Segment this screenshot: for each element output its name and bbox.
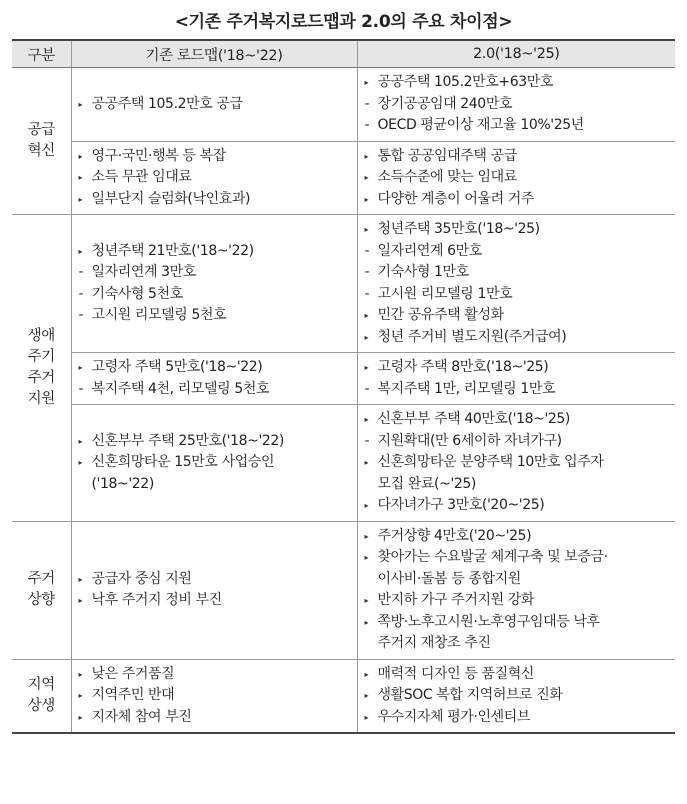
list-item: [79, 262, 353, 284]
item-text: 낮은 주거품질: [91, 665, 175, 682]
bullet-marker: ▸: [78, 246, 83, 256]
list-item: [79, 284, 353, 306]
bullet-marker: ▸: [78, 363, 83, 372]
category-cell: [12, 521, 71, 659]
list-item: [365, 167, 672, 189]
list-item: [365, 379, 672, 401]
item-text: 공공주택 105.2만호 공급: [91, 95, 243, 112]
roadmap-2-0-cell: [357, 405, 675, 522]
item-text: 찾아가는 수요발굴 체계구축 및 보증금·: [377, 549, 608, 565]
header-roadmap-2-0: 2.0('18~'25): [357, 40, 675, 68]
item-text: 고시원 리모델링 5천호: [91, 307, 227, 323]
bullet-marker: ▸: [78, 596, 83, 605]
category-cell: [12, 68, 71, 215]
item-text: 통합 공공임대주택 공급: [377, 147, 517, 164]
dash-marker: -: [364, 380, 370, 397]
table-row: [12, 353, 675, 405]
item-text: 반지하 가구 주거지원 강화: [377, 592, 535, 608]
bullet-marker: ▸: [364, 363, 369, 372]
item-text: 지자체 참여 부진: [91, 708, 192, 725]
bullet-marker: ▸: [364, 311, 369, 320]
category-label: 주기: [27, 348, 55, 365]
old-roadmap-cell: [71, 215, 357, 353]
bullet-marker: ▸: [364, 531, 369, 541]
item-text: 생활SOC 복합 지역허브로 진화: [377, 687, 563, 703]
item-text: 소득 무관 임대료: [91, 169, 192, 185]
roadmap-2-0-cell: [357, 215, 675, 353]
table-row: [12, 68, 675, 142]
dash-marker: -: [78, 307, 84, 323]
list-item: [79, 685, 353, 707]
list-item: [365, 633, 672, 655]
item-text: 신혼희망타운 분양주택 10만호 입주자: [377, 454, 604, 470]
list-item: [365, 357, 672, 379]
bullet-marker: ▸: [364, 332, 369, 342]
old-roadmap-cell: [71, 659, 357, 733]
list-item: [79, 379, 353, 401]
list-item: [79, 94, 353, 116]
bullet-marker: ▸: [78, 173, 83, 182]
dash-marker: -: [364, 117, 370, 133]
bullet-marker: ▸: [364, 78, 369, 87]
item-text: 기숙사형 1만호: [377, 264, 469, 280]
list-item: [79, 189, 353, 211]
bullet-marker: ▸: [78, 458, 83, 467]
bullet-marker: ▸: [364, 501, 369, 510]
list-item: [365, 569, 672, 591]
item-text: 이사비·돌봄 등 종합지원: [377, 570, 521, 587]
list-item: [79, 357, 353, 379]
item-text: 주거상향 4만호('20~'25): [377, 527, 532, 544]
bullet-marker: ▸: [364, 458, 369, 467]
list-item: [79, 431, 353, 453]
item-text: 낙후 주거지 정비 부진: [91, 592, 222, 608]
item-text: 고시원 리모델링 1만호: [377, 285, 513, 302]
list-item: [79, 167, 353, 189]
table-row: [12, 141, 675, 215]
list-item: [79, 707, 353, 729]
list-item: [365, 495, 672, 517]
category-label: 공급: [27, 122, 55, 138]
list-item: [79, 590, 353, 612]
dash-marker: -: [364, 432, 370, 449]
category-label: 혁신: [27, 143, 55, 159]
item-text: 다양한 계층이 어울려 거주: [377, 190, 535, 207]
list-item: [365, 241, 672, 263]
item-text: 고령자 주택 5만호('18~'22): [91, 359, 263, 375]
list-item: [365, 685, 672, 707]
bullet-marker: ▸: [364, 553, 369, 562]
item-text: 일부단지 슬럼화(낙인효과): [91, 190, 251, 207]
bullet-marker: ▸: [364, 225, 369, 234]
bullet-marker: ▸: [78, 194, 83, 204]
table-row: [12, 405, 675, 522]
item-text: 신혼희망타운 15만호 사업승인: [91, 454, 275, 470]
list-item: [79, 569, 353, 591]
item-text: 신혼부부 주택 25만호('18~'22): [91, 432, 284, 449]
category-label: 주거: [27, 369, 55, 386]
item-text: OECD 평균이상 재고율 10%'25년: [377, 117, 584, 133]
list-item: [365, 590, 672, 612]
roadmap-2-0-cell: [357, 141, 675, 215]
dash-marker: -: [78, 380, 84, 397]
list-item: [365, 115, 672, 137]
bullet-marker: ▸: [364, 691, 369, 700]
item-text: 다자녀가구 3만호('20~'25): [377, 497, 545, 513]
dash-marker: -: [364, 285, 370, 302]
bullet-marker: ▸: [78, 99, 83, 109]
roadmap-2-0-cell: [357, 353, 675, 405]
header-old-roadmap: 기존 로드맵('18~'22): [71, 40, 357, 68]
item-text: 소득수준에 맞는 임대료: [377, 169, 517, 185]
table-body: [12, 68, 675, 734]
item-text: ('18~'22): [91, 475, 154, 492]
item-text: 영구·국민·행복 등 복잡: [91, 147, 226, 164]
table-row: [12, 659, 675, 733]
category-cell: [12, 215, 71, 522]
item-text: 공급자 중심 지원: [91, 570, 192, 587]
item-text: 복지주택 4천, 리모델링 5천호: [91, 380, 270, 397]
bullet-marker: ▸: [78, 151, 83, 161]
item-text: 주거지 재창조 추진: [377, 635, 491, 651]
document-title: <기존 주거복지로드맵과 2.0의 주요 차이점>: [174, 12, 513, 32]
item-text: 청년주택 35만호('18~'25): [377, 221, 540, 237]
dash-marker: -: [78, 264, 84, 280]
category-label: 생애: [27, 327, 55, 344]
item-text: 기숙사형 5천호: [91, 285, 183, 302]
header-category: 구분: [12, 40, 71, 68]
list-item: [365, 72, 672, 94]
bullet-marker: ▸: [364, 617, 369, 627]
item-text: 일자리연계 3만호: [91, 264, 196, 280]
old-roadmap-cell: [71, 405, 357, 522]
list-item: [365, 547, 672, 569]
list-item: [365, 327, 672, 349]
item-text: 장기공공임대 240만호: [377, 95, 513, 112]
old-roadmap-cell: [71, 141, 357, 215]
list-item: [79, 146, 353, 168]
item-text: 청년주택 21만호('18~'22): [91, 242, 254, 259]
category-label: 지원: [27, 390, 55, 407]
bullet-marker: ▸: [364, 151, 369, 161]
bullet-marker: ▸: [78, 436, 83, 446]
list-item: [365, 409, 672, 431]
item-text: 청년 주거비 별도지원(주거급여): [377, 328, 567, 345]
table-header: [12, 40, 675, 68]
list-item: [79, 305, 353, 327]
roadmap-2-0-cell: [357, 521, 675, 659]
list-item: [365, 612, 672, 634]
bullet-marker: ▸: [78, 669, 83, 679]
list-item: [365, 431, 672, 453]
list-item: [79, 241, 353, 263]
list-item: [365, 189, 672, 211]
list-item: [365, 707, 672, 729]
category-label: 상생: [27, 697, 55, 714]
item-text: 지원확대(만 6세이하 자녀가구): [377, 432, 562, 449]
list-item: [365, 474, 672, 496]
bullet-marker: ▸: [364, 415, 369, 424]
list-item: [365, 305, 672, 327]
old-roadmap-cell: [71, 521, 357, 659]
bullet-marker: ▸: [364, 669, 369, 679]
item-text: 지역주민 반대: [91, 687, 175, 703]
table-row: [12, 521, 675, 659]
list-item: [79, 664, 353, 686]
roadmap-2-0-cell: [357, 68, 675, 142]
item-text: 공공주택 105.2만호+63만호: [377, 74, 553, 90]
item-text: 신혼부부 주택 40만호('18~'25): [377, 411, 570, 427]
bullet-marker: ▸: [364, 712, 369, 722]
bullet-marker: ▸: [364, 194, 369, 204]
item-text: 일자리연계 6만호: [377, 242, 482, 259]
item-text: 쪽방·노후고시원·노후영구임대등 낙후: [377, 613, 600, 630]
bullet-marker: ▸: [78, 691, 83, 700]
bullet-marker: ▸: [78, 712, 83, 722]
bullet-marker: ▸: [78, 574, 83, 584]
comparison-table: [12, 39, 675, 734]
item-text: 복지주택 1만, 리모델링 1만호: [377, 380, 556, 397]
item-text: 고령자 주택 8만호('18~'25): [377, 359, 549, 375]
bullet-marker: ▸: [364, 173, 369, 182]
dash-marker: -: [364, 95, 370, 112]
item-text: 우수지자체 평가·인센티브: [377, 708, 530, 725]
item-text: 모집 완료(~'25): [377, 475, 476, 492]
category-label: 지역: [27, 676, 55, 693]
dash-marker: -: [364, 242, 370, 259]
list-item: [365, 284, 672, 306]
list-item: [79, 452, 353, 474]
old-roadmap-cell: [71, 353, 357, 405]
list-item: [365, 146, 672, 168]
dash-marker: -: [78, 285, 84, 302]
category-label: 상향: [27, 592, 55, 608]
roadmap-2-0-cell: [357, 659, 675, 733]
table-row: [12, 215, 675, 353]
list-item: [365, 452, 672, 474]
item-text: 민간 공유주택 활성화: [377, 307, 504, 323]
item-text: 매력적 디자인 등 품질혁신: [377, 665, 535, 682]
old-roadmap-cell: [71, 68, 357, 142]
list-item: [365, 262, 672, 284]
list-item: [365, 664, 672, 686]
dash-marker: -: [364, 264, 370, 280]
list-item: [365, 219, 672, 241]
bullet-marker: ▸: [364, 596, 369, 605]
list-item: [365, 94, 672, 116]
list-item: [79, 474, 353, 496]
category-cell: [12, 659, 71, 733]
list-item: [365, 526, 672, 548]
category-label: 주거: [27, 571, 55, 587]
